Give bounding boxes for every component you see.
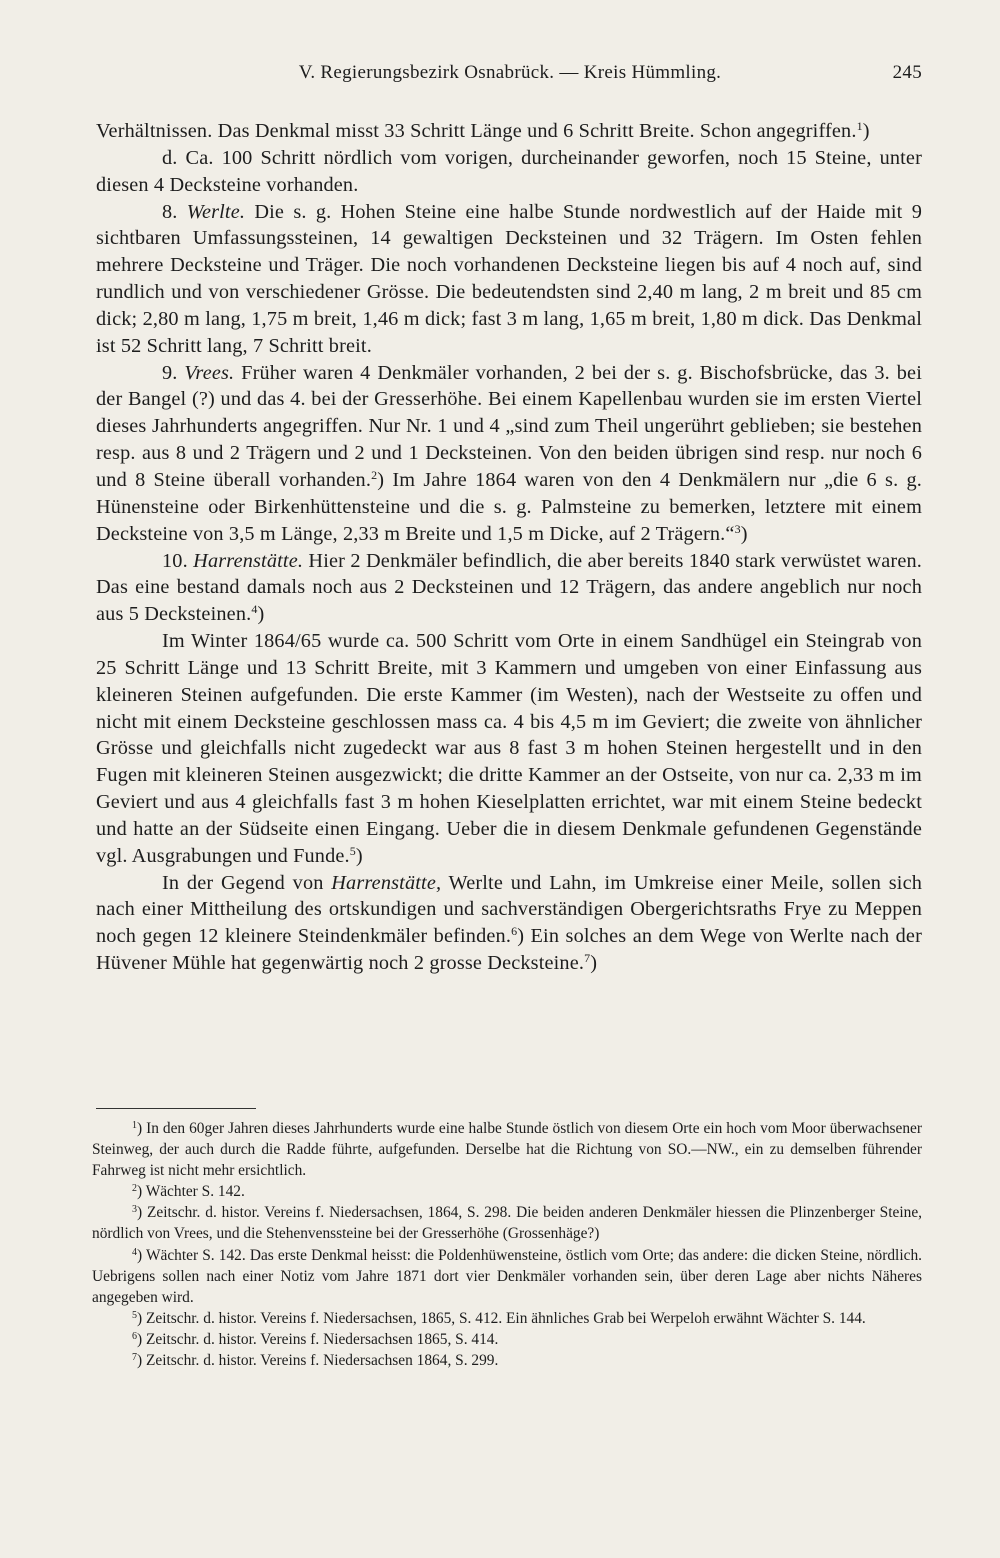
footnote: $^5$) Zeitschr. d. histor. Vereins f. Niedersachsen, 1865, S. 412. Ein ähnliches Grab bei Werpeloh erwähnt Wächter S. 144.	[132, 1309, 866, 1327]
footnote: $^6$) Zeitschr. d. histor. Vereins f. Niedersachsen 1865, S. 414.	[132, 1330, 499, 1348]
footnote-ref: 4	[251, 602, 258, 617]
footnote: $^4$) Wächter S. 142. Das erste Denkmal heisst: die Poldenhüwensteine, östlich vom Orte; das andere: die dicken Steine, nördlich. Uebrigens sollen nach einer Notiz vom Jahre 1871 dort vier Denkmäler vorhanden sein, über deren Lage aber nichts Näheres angegeben wird.	[92, 1246, 922, 1306]
place-name: Werlte.	[186, 200, 246, 223]
footnote-ref: 2	[371, 467, 378, 482]
paragraph: Im Winter 1864/65 wurde ca. 500 Schritt vom Orte in einem Sandhügel ein Steingrab von 25 Schritt Länge und 13 Schritt Breite, mit 3 Kammern und umgeben von einer Einfassung aus kleineren Steinen aufgefunden. Die erste Kammer (im Westen), nach der Westseite zu offen und nicht mit einem Decksteine geschlossen mass ca. 4 bis 4,5 m im Geviert; die zweite von ähnlicher Grösse und gleichfalls nicht zugedeckt war aus 8 fast 3 m hohen Steinen hergestellt und in den Fugen mit kleineren Steinen ausgezwickt; die dritte Kammer an der Ostseite, von nur ca. 2,33 m im Geviert und aus 4 gleichfalls fast 3 m hohen Kieselplatten errichtet, war mit einem Steine bedeckt und hatte an der Südseite einen Eingang. Ueber die in diesem Denkmale gefundenen Gegenstände vgl. Ausgrabungen und Funde.$^5$)	[96, 630, 922, 867]
header-title: V. Regierungsbezirk Osnabrück. — Kreis Hümmling.	[298, 62, 722, 83]
place-name: Harrenstätte,	[331, 871, 442, 894]
footnote: $^2$) Wächter S. 142.	[132, 1183, 245, 1201]
place-name: Vrees.	[184, 361, 235, 384]
footnote-ref: 1	[856, 119, 863, 133]
paragraph: In der Gegend von Harrenstätte, Werlte und Lahn, im Umkreise einer Meile, sollen sich nach einer Mittheilung des ortskundigen und sachverständigen Obergerichtsraths Frye zu Meppen noch gegen 12 kleinere Steindenkmäler befinden.$^6$) Ein solches an dem Wege von Werlte nach der Hüvener Mühle hat gegenwärtig noch 2 grosse Decksteine.$^7$)	[96, 871, 923, 975]
footnote: $^7$) Zeitschr. d. histor. Vereins f. Niedersachsen 1864, S. 299.	[132, 1352, 499, 1370]
paragraph: 8. Werlte. Die s. g. Hohen Steine eine halbe Stunde nordwestlich auf der Haide mit 9 sichtbaren Umfassungssteinen, 14 gewaltigen Decksteinen und 32 Trägern. Im Osten fehlen mehrere Decksteine und Träger. Die noch vorhandenen Decksteine liegen bis auf 4 noch auf, sind rundlich und von verschiedener Grösse. Die bedeutendsten sind 2,40 m lang, 2 m breit und 85 cm dick; 2,80 m lang, 1,75 m breit, 1,46 m dick; fast 3 m lang, 1,65 m breit, 1,80 m dick. Das Denkmal ist 52 Schritt lang, 7 Schritt breit.	[96, 200, 922, 357]
footnotes	[92, 1118, 922, 1371]
paragraph: 10. Harrenstätte. Hier 2 Denkmäler befindlich, die aber bereits 1840 stark verwüstet waren. Das eine bestand damals noch aus 2 Decksteinen und 12 Trägern, das andere angeblich nur noch aus 5 Decksteinen.$^4$)	[96, 549, 922, 626]
footnote-separator	[96, 1108, 256, 1109]
body-text	[96, 118, 922, 977]
place-name: Harrenstätte.	[193, 549, 304, 572]
footnote-ref: 6	[511, 924, 518, 939]
footnote-ref: 3	[734, 521, 741, 536]
page-number: 245	[892, 62, 922, 83]
paragraph: 9. Vrees. Früher waren 4 Denkmäler vorhanden, 2 bei der s. g. Bischofsbrücke, das 3. bei der Bangel (?) und das 4. bei der Gresserhöhe. Bei einem Kapellenbau wurden sie im ersten Viertel dieses Jahrhunderts angegriffen. Nur Nr. 1 und 4 „sind zum Theil ungerührt geblieben; sie bestehen resp. aus 8 und 2 Trägern und 2 und 1 Decksteinen. Von den beiden übrigen sind resp. nur noch 6 und 8 Steine überall vorhanden.$^2$) Im Jahre 1864 waren von den 4 Denkmälern nur „die 6 s. g. Hünensteine oder Birkenhüttensteine und die s. g. Palmsteine zu bemerken, letztere mit einem Decksteine von 3,5 m Länge, 2,33 m Breite und 1,5 m Dicke, auf 2 Trägern.“$^3$)	[96, 361, 923, 545]
footnote: $^3$) Zeitschr. d. histor. Vereins f. Niedersachsen, 1864, S. 298. Die beiden anderen Denkmäler hiessen die Plinzenberger Steine, nördlich von Vrees, und die Stehenvenssteine bei der Gresserhöhe (Grossenhäge?)	[92, 1204, 922, 1243]
running-header	[98, 62, 922, 88]
paragraph: Verhältnissen. Das Denkmal misst 33 Schritt Länge und 6 Schritt Breite. Schon angegriffen.$^1$)	[96, 119, 870, 142]
paragraph: d. Ca. 100 Schritt nördlich vom vorigen, durcheinander geworfen, noch 15 Steine, unter diesen 4 Decksteine vorhanden.	[96, 146, 922, 196]
footnote-ref: 7	[584, 951, 591, 966]
footnote-ref: 5	[349, 843, 356, 858]
footnote: $^1$) In den 60ger Jahren dieses Jahrhunderts wurde eine halbe Stunde östlich von diesem Orte ein hoch vom Moor überwachsener Steinweg, der auch durch die Radde führte, aufgefunden. Derselbe hat die Richtung von SO.—NW., ein zu demselben führender Fahrweg ist nicht mehr ersichtlich.	[92, 1120, 922, 1180]
